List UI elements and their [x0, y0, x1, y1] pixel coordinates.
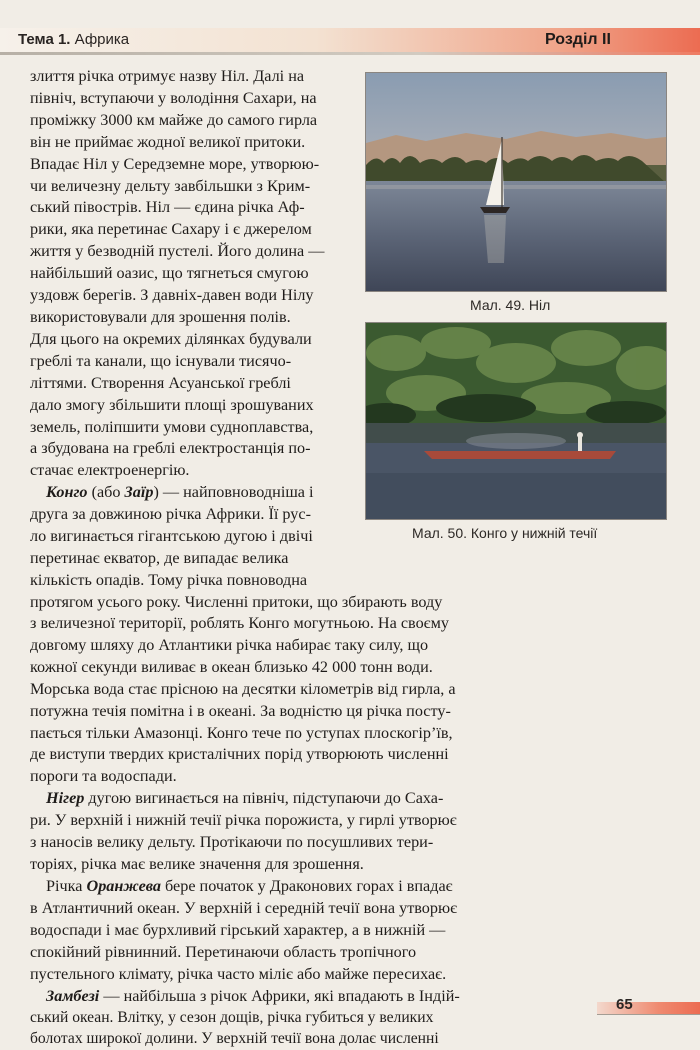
river-name-congo: Конго: [46, 483, 88, 501]
text-line: пустельного клімату, річка часто міліє або майже пересихає.: [30, 964, 447, 983]
text-line: літтями. Створення Асуанської греблі: [30, 373, 291, 392]
zambezi-first-line: [30, 986, 470, 1008]
footer-divider: [597, 1014, 700, 1015]
text-line: використовували для зрошення полів.: [30, 307, 291, 326]
nile-text: [30, 66, 348, 482]
text-line: а збудована на греблі електростанція по-: [30, 439, 311, 458]
text-line: потужна течія помітна і в океані. За водністю ця річка посту-: [30, 701, 451, 720]
text-line: північ, вступаючи у володіння Сахари, на: [30, 88, 317, 107]
river-name-zambezi: Замбезі: [46, 987, 100, 1005]
congo-text: [46, 482, 348, 504]
figure-49-caption: Мал. 49. Ніл: [470, 297, 551, 313]
river-name-zaire: Заїр: [124, 483, 154, 501]
figure-congo-photo: [365, 322, 667, 520]
text-line: Для цього на окремих ділянках будували: [30, 329, 312, 348]
text-line: протягом усього року. Численні притоки, що збирають воду: [30, 592, 443, 611]
page-number: 65: [616, 996, 633, 1013]
river-name-orange: Оранжева: [86, 877, 161, 895]
text-line: з величезної території, роблять Конго могутньою. На своєму: [30, 614, 449, 632]
orange-first-line: [30, 876, 500, 898]
niger-text: [30, 788, 500, 876]
text-fragment: (або: [87, 483, 125, 501]
text-line: Впадає Ніл у Середземне море, утворюю-: [30, 154, 320, 173]
zambezi-text-cont: [30, 1008, 500, 1049]
text-fragment: Річка: [46, 877, 87, 895]
text-line: найбільший оазис, що тягнеться смугою: [30, 264, 309, 283]
text-line: довгому шляху до Атлантики річка набирає таку силу, що: [30, 635, 429, 654]
text-fragment: дугою вигинається на північ, підступаючи до Саха-: [84, 789, 444, 807]
topic-heading: [18, 31, 129, 48]
text-line: з наносів велику дельту. Протікаючи по посушливих тери-: [30, 832, 434, 851]
text-line: водоспади і має бурхливий гірський характер, а в нижній —: [30, 920, 446, 939]
text-line: ри. У верхній і нижній течії річка порожиста, у гирлі утворює: [30, 810, 457, 829]
figure-nile-photo: [365, 72, 667, 292]
zambezi-text: [30, 986, 470, 1008]
river-name-niger: Нігер: [46, 789, 85, 807]
text-line: він не приймає жодної великої притоки.: [30, 132, 306, 151]
text-line: торіях, річка має велике значення для зрошення.: [30, 854, 364, 873]
text-line: перетинає екватор, де випадає велика: [30, 548, 289, 567]
text-line: кількість опадів. Тому річка повноводна: [30, 570, 308, 589]
congo-first-line: [46, 482, 348, 504]
text-line: кожної секунди виливає в океан близько 42 000 тонн води.: [30, 657, 433, 676]
text-line: стачає електроенергію.: [30, 461, 190, 480]
text-fragment: бере початок у Драконових горах і впадає: [160, 877, 453, 895]
text-line: рики, яка перетинає Сахару і є джерелом: [30, 220, 312, 239]
text-line: ло вигинається гігантською дугою і двічі: [30, 526, 313, 545]
section-label: Розділ II: [545, 31, 611, 48]
text-line: спокійний рівнинний. Перетинаючи область тропічного: [30, 942, 417, 961]
text-line: злиття річка отримує назву Ніл. Далі на: [30, 67, 305, 85]
text-line: проміжку 3000 км майже до самого гирла: [30, 110, 318, 129]
text-line: в Атлантичний океан. У верхній і середній течії вона утворює: [30, 898, 458, 917]
topic-name: Африка: [74, 31, 130, 48]
congo-text-wide: [30, 613, 500, 788]
text-line: уздовж берегів. З давніх-давен води Нілу: [30, 286, 314, 305]
niger-first-line: [30, 788, 500, 810]
text-line: де виступи твердих кристалічних порід утворюють численні: [30, 745, 449, 764]
text-fragment: ) — найповноводніша і: [153, 483, 314, 501]
text-line: чи величезну дельту завбільшки з Крим-: [30, 176, 311, 195]
text-fragment: — найбільша з річок Африки, які впадають в Індій-: [99, 987, 460, 1005]
text-line: друга за довжиною річка Африки. Її рус-: [30, 505, 311, 523]
topic-label: Тема 1.: [18, 31, 71, 48]
text-line: ський півострів. Ніл — єдина річка Аф-: [30, 198, 305, 217]
text-line: греблі та канали, що існували тисячо-: [30, 351, 292, 370]
orange-text: [30, 876, 500, 986]
figure-50-caption: Мал. 50. Конго у нижній течії: [412, 525, 598, 541]
text-line: земель, поліпшити умови судноплавства,: [30, 417, 314, 436]
nile-photo-illustration: [366, 73, 666, 291]
text-line: болотах широкої долини. У верхній течії вона долає численні: [30, 1029, 439, 1047]
text-line: дало змогу збільшити площі зрошуваних: [30, 395, 314, 414]
congo-text-narrow: [30, 504, 443, 614]
text-line: Морська вода стає прісною на десятки кілометрів від гирла, а: [30, 679, 456, 698]
text-line: пороги та водоспади.: [30, 767, 177, 786]
footer-bar: [597, 1002, 700, 1014]
congo-photo-illustration: [366, 323, 666, 519]
text-line: життя у безводній пустелі. Його долина —: [30, 242, 325, 261]
text-line: пається тільки Амазонці. Конго тече по уступах плоскогір’їв,: [30, 723, 453, 742]
text-line: ський океан. Влітку, у сезон дощів, річка губиться у великих: [30, 1009, 434, 1026]
header-divider: [0, 52, 700, 55]
